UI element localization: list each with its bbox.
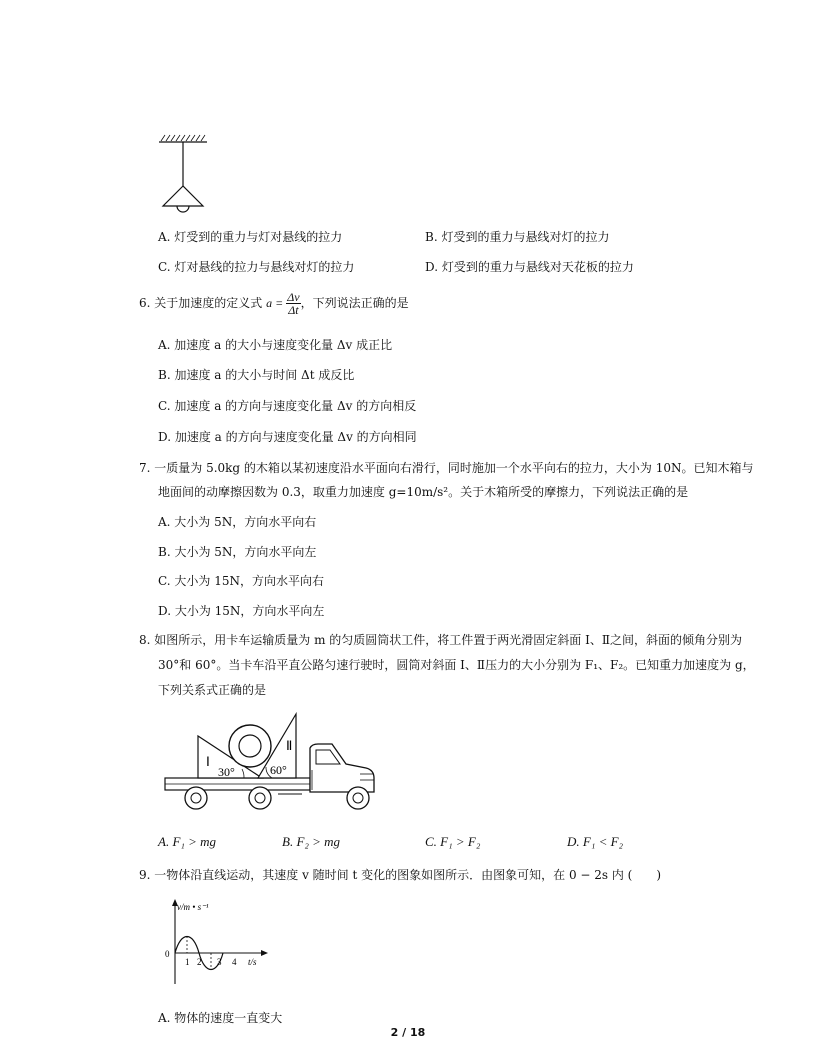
page-indicator: 2 / 18 (390, 1026, 426, 1039)
q9-stem: 9. 一物体沿直线运动，其速度 v 随时间 t 变化的图象如图所示．由图象可知，在 0 − 2s 内 ( ) (139, 868, 662, 882)
q7-option-d: D. 大小为 15N，方向水平向左 (158, 604, 325, 618)
graph-x-label: t/s (248, 957, 257, 967)
slope-two-label: Ⅱ (286, 738, 293, 753)
q5-option-d: D. 灯受到的重力与悬线对天花板的拉力 (425, 260, 634, 274)
truck-figure (162, 712, 392, 822)
q8-stem-line2: 30°和 60°。当卡车沿平直公路匀速行驶时，圆筒对斜面 Ⅰ、Ⅱ压力的大小分别为 F₁、F₂。已知重力加速度为 g， (158, 658, 755, 672)
q5-option-a: A. 灯受到的重力与灯对悬线的拉力 (158, 230, 343, 244)
angle-sixty-label: 60° (270, 763, 287, 777)
q6-formula-lhs: a (266, 296, 273, 310)
q5-option-c: C. 灯对悬线的拉力与悬线对灯的拉力 (158, 260, 355, 274)
q8-option-a: A. F₁ > mg (158, 834, 217, 849)
graph-tick-2: 2 (197, 957, 202, 967)
q6-formula-num: Δv (287, 290, 300, 304)
graph-tick-1: 1 (185, 957, 190, 967)
q6-prefix: 6. 关于加速度的定义式 (139, 296, 267, 310)
q6-suffix: ，下列说法正确的是 (300, 296, 409, 310)
q8-option-b: B. F₂ > mg (282, 834, 341, 849)
q8-option-d: D. F₁ < F₂ (567, 834, 624, 849)
slope-one-label: Ⅰ (206, 754, 210, 769)
q8-stem-line1: 8. 如图所示，用卡车运输质量为 m 的匀质圆筒状工件，将工件置于两光滑固定斜面 Ⅰ、Ⅱ之间，斜面的倾角分别为 (139, 633, 742, 647)
q7-stem-line2: 地面间的动摩擦因数为 0.3，取重力加速度 g=10m/s²。关于木箱所受的摩擦力，下列说法正确的是 (158, 485, 689, 499)
graph-origin-label: 0 (165, 949, 170, 959)
q7-stem-line1: 7. 一质量为 5.0kg 的木箱以某初速度沿水平面向右滑行，同时施加一个水平向右的拉力，大小为 10N。已知木箱与 (139, 461, 754, 475)
q5-option-b: B. 灯受到的重力与悬线对灯的拉力 (425, 230, 610, 244)
q6-formula-fraction (286, 291, 300, 316)
lamp-figure (155, 134, 225, 214)
q6-option-b: B. 加速度 a 的大小与时间 Δt 成反比 (158, 368, 355, 382)
q6-formula-den: Δt (288, 303, 299, 317)
graph-tick-3: 3 (217, 957, 222, 967)
q6-option-a: A. 加速度 a 的大小与速度变化量 Δv 成正比 (158, 338, 393, 352)
graph-y-label: v/m • s⁻¹ (177, 902, 209, 912)
q6-option-c: C. 加速度 a 的方向与速度变化量 Δv 的方向相反 (158, 399, 417, 413)
q6-stem: 6. 关于加速度的定义式 a = $\frac{\Delta v}{\Delta t}$ ，下列说法正确的是 (139, 290, 409, 317)
angle-thirty-label: 30° (218, 765, 235, 779)
q7-option-b: B. 大小为 5N，方向水平向左 (158, 545, 317, 559)
q6-option-d: D. 加速度 a 的方向与速度变化量 Δv 的方向相同 (158, 430, 417, 444)
q8-stem-line3: 下列关系式正确的是 (158, 683, 267, 697)
q8-option-c: C. F₁ > F₂ (425, 834, 481, 849)
q7-option-a: A. 大小为 5N，方向水平向右 (158, 515, 317, 529)
velocity-time-graph (155, 896, 275, 996)
q7-option-c: C. 大小为 15N，方向水平向右 (158, 574, 324, 588)
graph-tick-4: 4 (232, 957, 237, 967)
q9-option-a: A. 物体的速度一直变大 (158, 1011, 283, 1025)
